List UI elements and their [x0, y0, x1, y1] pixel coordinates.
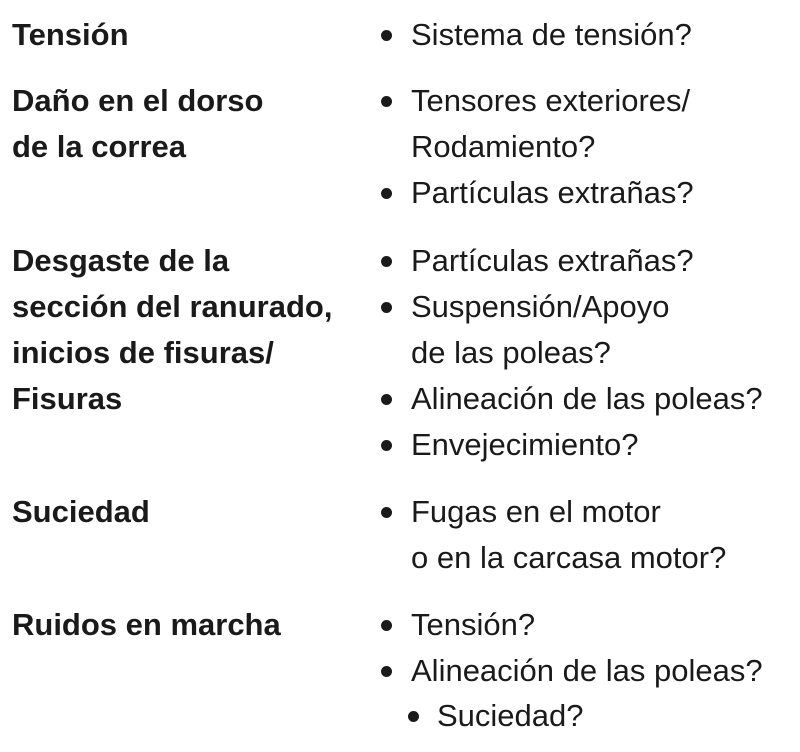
symptom-groove-wear: Desgaste de la sección del ranurado, inicios de fisuras/ Fisuras — [12, 243, 333, 416]
cause-item: Tensores exteriores/ Rodamiento? — [411, 83, 691, 164]
symptom-running-noise: Ruidos en marcha — [12, 607, 281, 642]
bullet-icon — [381, 188, 392, 199]
cause-item: Envejecimiento? — [411, 427, 639, 462]
cause-item: Alineación de las poleas? — [411, 381, 763, 416]
cause-item: Sistema de tensión? — [411, 17, 692, 52]
bullet-icon — [381, 507, 392, 518]
bullet-icon — [381, 302, 392, 313]
cause-item: Partículas extrañas? — [411, 175, 694, 210]
bullet-icon — [381, 30, 392, 41]
cause-item: Partículas extrañas? — [411, 243, 694, 278]
bullet-icon — [381, 96, 392, 107]
bullet-icon — [381, 256, 392, 267]
cause-item: Suciedad? — [437, 698, 584, 733]
bullet-icon — [381, 666, 392, 677]
cause-item: Fugas en el motor o en la carcasa motor? — [411, 494, 727, 575]
cause-item: Tensión? — [411, 607, 536, 642]
bullet-icon — [381, 620, 392, 631]
bullet-icon — [381, 440, 392, 451]
symptom-dirt: Suciedad — [12, 494, 150, 529]
bullet-icon — [408, 711, 419, 722]
bullet-icon — [381, 394, 392, 405]
symptom-tension: Tensión — [12, 17, 129, 52]
cause-item: Suspensión/Apoyo de las poleas? — [411, 289, 670, 370]
symptom-belt-back-damage: Daño en el dorso de la correa — [12, 83, 264, 164]
cause-item: Alineación de las poleas? — [411, 653, 763, 688]
